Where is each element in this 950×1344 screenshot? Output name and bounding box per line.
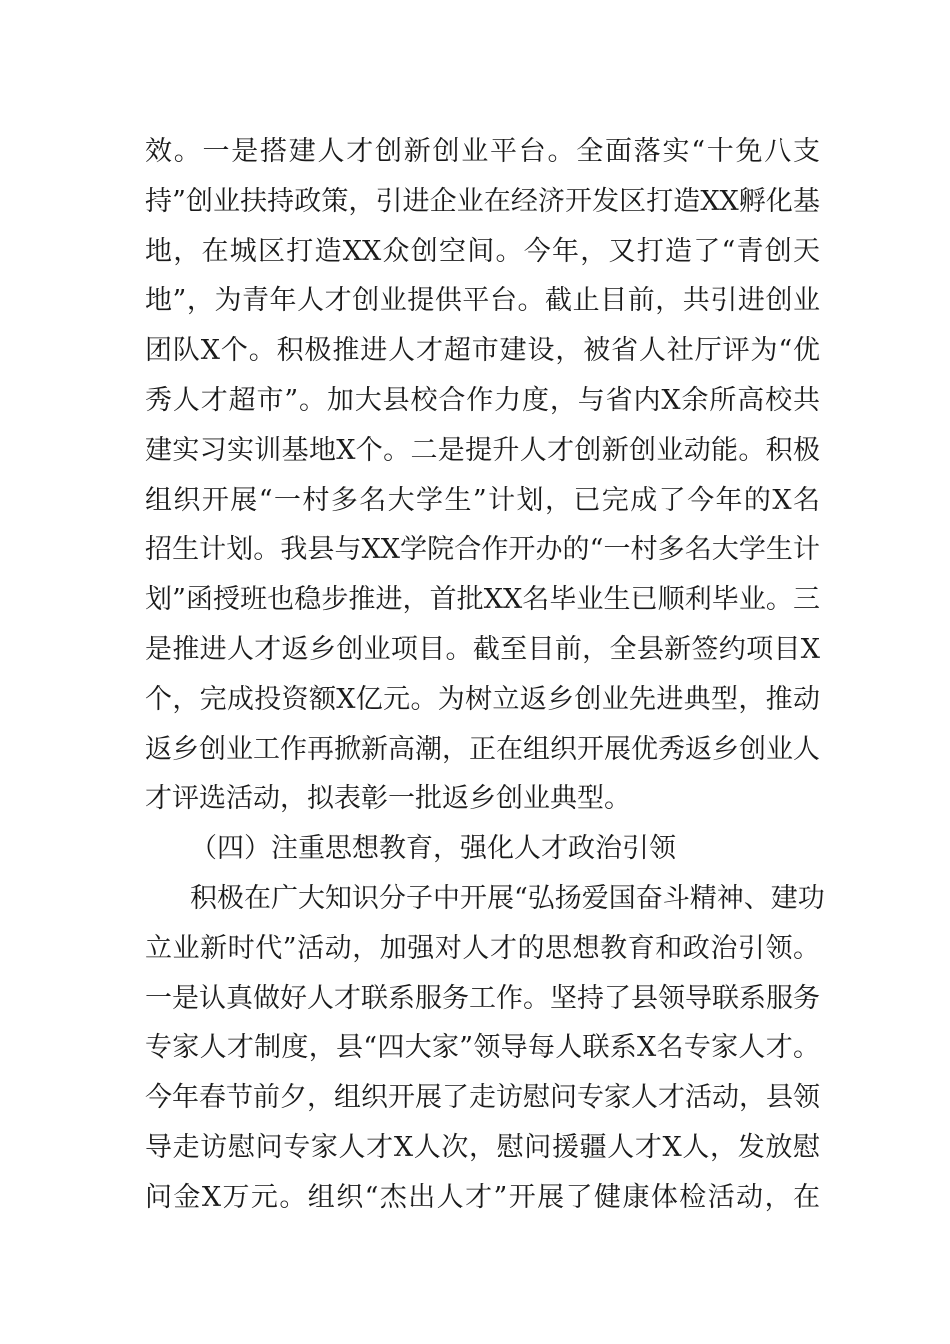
- paragraph-line: 划”函授班也稳步推进，首批XX名毕业生已顺利毕业。三: [145, 584, 820, 616]
- paragraph-line: 积极在广大知识分子中开展“弘扬爱国奋斗精神、建功: [190, 882, 825, 914]
- paragraph-line: 持”创业扶持政策，引进企业在经济开发区打造XX孵化基: [145, 185, 820, 217]
- paragraph-line: 地”，为青年人才创业提供平台。截止目前，共引进创业: [145, 285, 820, 317]
- paragraph-line: 返乡创业工作再掀新高潮，正在组织开展优秀返乡创业人: [145, 733, 820, 765]
- paragraph-line: 秀人才超市”。加大县校合作力度，与省内X余所高校共: [145, 384, 820, 416]
- paragraph-line: 导走访慰问专家人才X人次，慰问援疆人才X人，发放慰: [145, 1131, 820, 1163]
- paragraph-line: 是推进人才返乡创业项目。截至目前，全县新签约项目X: [145, 633, 820, 665]
- paragraph-line: 组织开展“一村多名大学生”计划，已完成了今年的X名: [145, 484, 820, 516]
- paragraph-line: 效。一是搭建人才创新创业平台。全面落实“十免八支: [145, 136, 820, 167]
- section-heading: （四）注重思想教育，强化人才政治引领: [190, 833, 676, 865]
- paragraph-line: 地，在城区打造XX众创空间。今年，又打造了“青创天: [145, 235, 820, 267]
- paragraph-line: 一是认真做好人才联系服务工作。坚持了县领导联系服务: [145, 982, 820, 1014]
- paragraph-line: 问金X万元。组织“杰出人才”开展了健康体检活动，在: [145, 1181, 820, 1213]
- paragraph-line: 专家人才制度，县“四大家”领导每人联系X名专家人才。: [145, 1032, 820, 1064]
- paragraph-line: 个，完成投资额X亿元。为树立返乡创业先进典型，推动: [145, 683, 820, 715]
- paragraph-line: 建实习实训基地X个。二是提升人才创新创业动能。积极: [145, 434, 820, 466]
- paragraph-line: 团队X个。积极推进人才超市建设，被省人社厅评为“优: [145, 335, 820, 367]
- paragraph-line: 才评选活动，拟表彰一批返乡创业典型。: [145, 783, 631, 815]
- document-body: [145, 127, 825, 1223]
- paragraph-line: 立业新时代”活动，加强对人才的思想教育和政治引领。: [145, 932, 820, 964]
- paragraph-line: 今年春节前夕，组织开展了走访慰问专家人才活动，县领: [145, 1082, 820, 1114]
- paragraph-line: 招生计划。我县与XX学院合作开办的“一村多名大学生计: [145, 534, 820, 566]
